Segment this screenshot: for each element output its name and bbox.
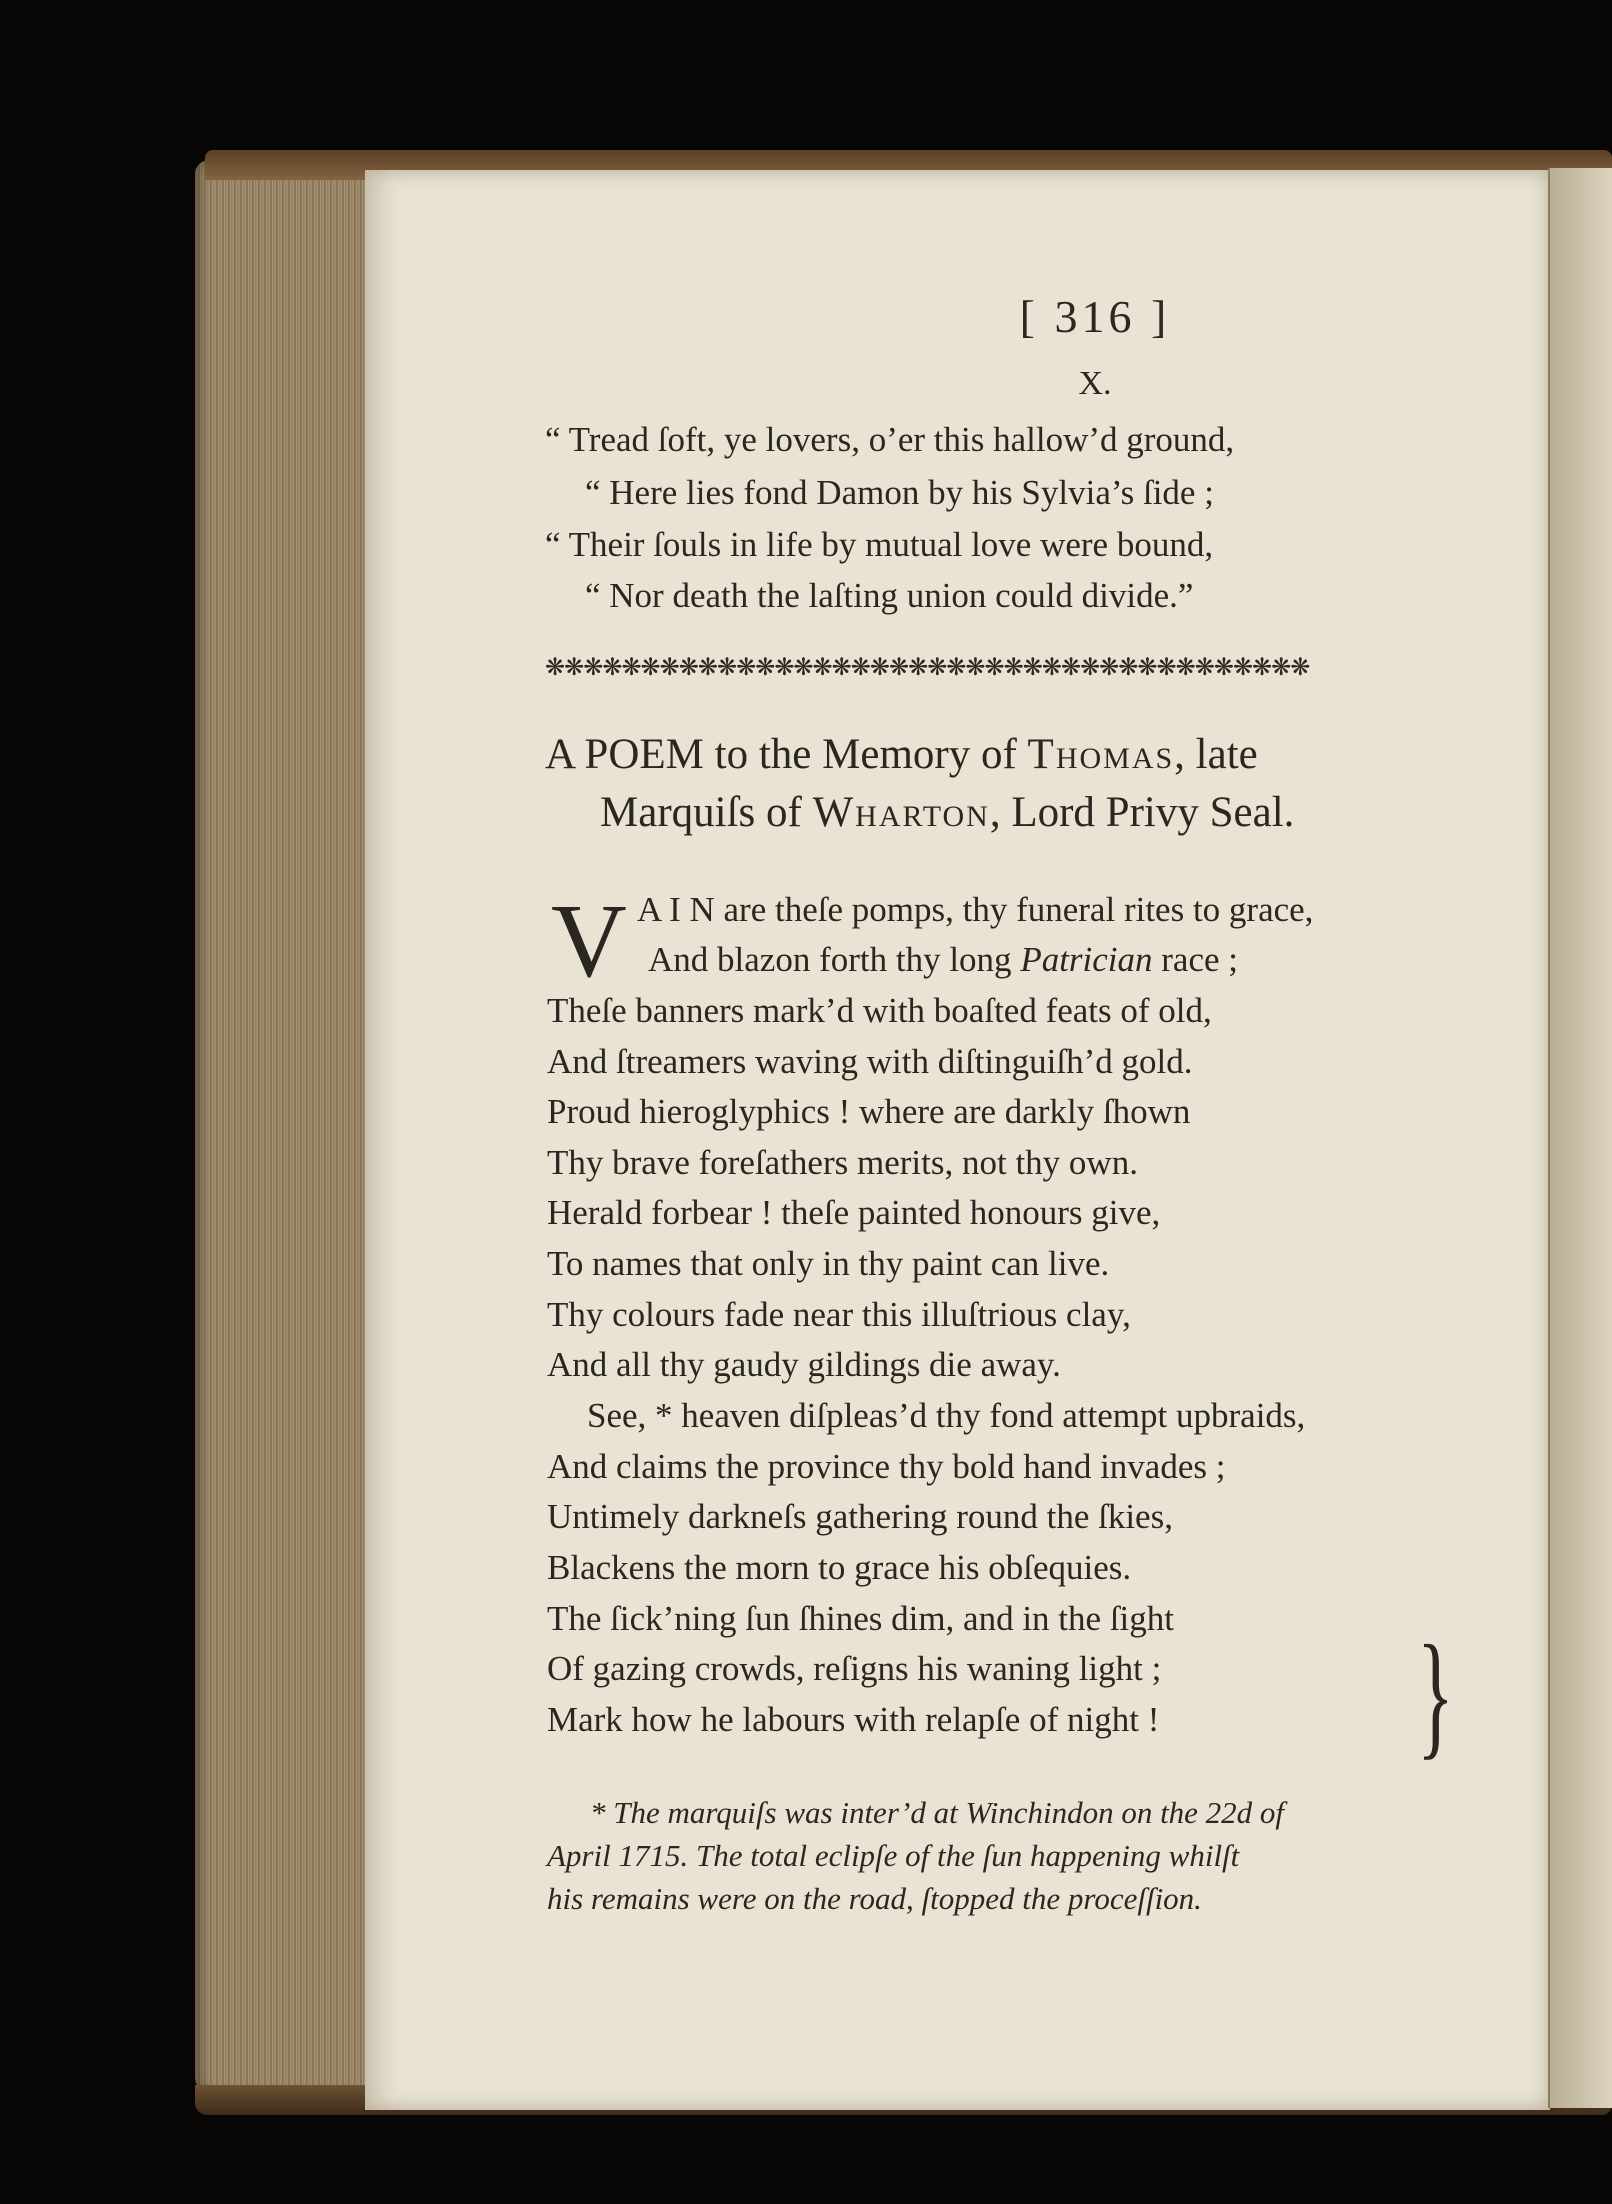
title-name-wharton: Wharton bbox=[812, 789, 990, 836]
poem-line-2-italic: Patrician bbox=[1020, 940, 1153, 979]
epitaph-line-3: “ Their ſouls in life by mutual love were bound, bbox=[545, 525, 1214, 564]
facing-page-edge bbox=[1548, 168, 1612, 2108]
poem-line-1: A I N are theſe pomps, thy funeral rites to grace, bbox=[637, 890, 1314, 929]
epitaph-line-1: “ Tread ſoft, ye lovers, o’er this hallow’d ground, bbox=[545, 420, 1235, 459]
triplet-brace: } bbox=[1417, 1617, 1454, 1772]
poem-line-9: Thy colours fade near this illuſtrious clay, bbox=[547, 1295, 1131, 1334]
poem-line-14: Blackens the morn to grace his obſequies. bbox=[547, 1548, 1132, 1587]
poem-line-11: See, * heaven diſpleas’d thy fond attempt upbraids, bbox=[587, 1396, 1306, 1435]
page-number: [ 316 ] bbox=[1019, 291, 1171, 342]
poem-line-16: Of gazing crowds, reſigns his waning light ; bbox=[547, 1649, 1162, 1688]
poem-line-2-end: race ; bbox=[1161, 940, 1239, 979]
footnote-line-1: * The marquiſs was inter’d at Winchindon on the 22d of bbox=[590, 1795, 1285, 1830]
title-text: Marquiſs of bbox=[600, 789, 813, 836]
poem-line-8: To names that only in thy paint can live. bbox=[547, 1244, 1110, 1283]
poem-line-5: Proud hieroglyphics ! where are darkly ſhown bbox=[547, 1092, 1191, 1131]
stanza-number: X. bbox=[1078, 365, 1112, 402]
footnote-line-2: April 1715. The total eclipſe of the ſun happening whilſt bbox=[547, 1838, 1240, 1873]
poem-line-13: Untimely darkneſs gathering round the ſkies, bbox=[547, 1497, 1173, 1536]
poem-line-3: Theſe banners mark’d with boaſted feats of old, bbox=[547, 991, 1212, 1030]
poem-line-4: And ſtreamers waving with diſtinguiſh’d gold. bbox=[547, 1042, 1193, 1081]
poem-line-15: The ſick’ning ſun ſhines dim, and in the ſight bbox=[547, 1599, 1174, 1638]
book-fore-edge bbox=[195, 160, 375, 2095]
poem-line-6: Thy brave foreſathers merits, not thy own. bbox=[547, 1143, 1138, 1182]
title-name-thomas: Thomas bbox=[1027, 731, 1175, 778]
poem-line-17: Mark how he labours with relapſe of night ! bbox=[547, 1700, 1160, 1739]
title-text: , Lord Privy Seal. bbox=[989, 789, 1295, 836]
poem-line-10: And all thy gaudy gildings die away. bbox=[547, 1345, 1061, 1384]
poem-line-2-text: And blazon forth thy long bbox=[648, 940, 1012, 979]
poem-line-2 bbox=[648, 942, 1238, 977]
poem-line-12: And claims the province thy bold hand invades ; bbox=[547, 1447, 1226, 1486]
poem-title-line-1 bbox=[545, 730, 1258, 779]
page-content bbox=[365, 170, 1550, 2110]
title-text: , late bbox=[1174, 731, 1258, 778]
footnote-line-3: his remains were on the road, ſtopped the proceſſion. bbox=[547, 1881, 1202, 1916]
epitaph-line-2: “ Here lies fond Damon by his Sylvia’s ſide ; bbox=[585, 473, 1214, 512]
poem-title-line-2 bbox=[600, 788, 1294, 837]
title-text: A POEM to the Memory of bbox=[545, 731, 1028, 778]
epitaph-line-4: “ Nor death the laſting union could divide.” bbox=[585, 576, 1194, 615]
drop-cap: V bbox=[551, 882, 627, 999]
poem-line-7: Herald forbear ! theſe painted honours give, bbox=[547, 1193, 1161, 1232]
ornamental-rule: ❋❋❋❋❋❋❋❋❋❋❋❋❋❋❋❋❋❋❋❋❋❋❋❋❋❋❋❋❋❋❋❋❋❋❋❋❋❋❋❋ bbox=[545, 655, 1310, 681]
